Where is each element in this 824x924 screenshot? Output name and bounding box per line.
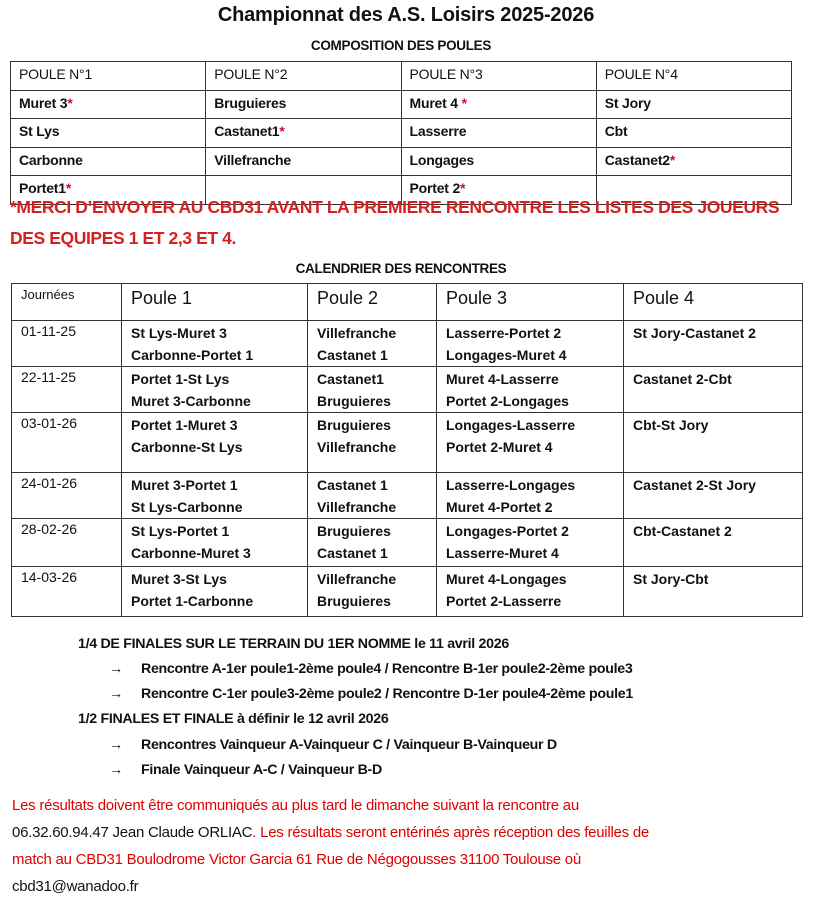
poule2-matches xyxy=(308,413,437,473)
poules-row xyxy=(11,147,792,176)
calendar-row xyxy=(12,367,803,413)
team-cell xyxy=(596,90,791,119)
poule-column-header: Poule 1 xyxy=(122,284,308,321)
team-cell xyxy=(401,147,596,176)
poule-column-header: Poule 2 xyxy=(308,284,437,321)
team-cell xyxy=(596,119,791,148)
match: Castanet 2-Cbt xyxy=(633,371,732,387)
match: Muret 3-Portet 1 xyxy=(131,477,238,493)
match: Muret 3-Carbonne xyxy=(131,392,251,409)
page-title: Championnat des A.S. Loisirs 2025-2026 xyxy=(217,4,595,26)
team-cell xyxy=(206,119,401,148)
team-cell xyxy=(11,119,206,148)
match: Castanet 1 xyxy=(317,346,388,363)
arrow-right-icon: → xyxy=(109,762,123,778)
poule-header: POULE N°4 xyxy=(596,62,791,91)
match: Bruguieres xyxy=(317,523,391,539)
journees-header: Journées xyxy=(12,284,122,321)
required-list-marker: * xyxy=(67,94,73,111)
match: Villefranche xyxy=(317,438,397,455)
calendar-row xyxy=(12,567,803,617)
match: Longages-Muret 4 xyxy=(446,346,567,363)
team-name: St Jory xyxy=(604,94,651,111)
poule-header: POULE N°2 xyxy=(206,62,401,91)
team-cell xyxy=(401,90,596,119)
match: Castanet 2-St Jory xyxy=(633,477,756,493)
arrow-right-icon: → xyxy=(109,737,123,753)
team-name: Cbt xyxy=(604,123,628,139)
poule3-matches xyxy=(437,473,624,519)
composition-heading: COMPOSITION DES POULES xyxy=(310,38,492,53)
quarter-final-text: Rencontre C-1er poule3-2ème poule2 / Rencontre D-1er poule4-2ème poule1 xyxy=(141,686,633,702)
match: Portet 1-Muret 3 xyxy=(131,417,238,433)
match: Lasserre-Muret 4 xyxy=(446,544,559,561)
team-cell xyxy=(11,147,206,176)
poules-row xyxy=(11,119,792,148)
contact-phone: 06.32.60.94.47 xyxy=(12,824,109,841)
match: Portet 2-Longages xyxy=(446,392,569,409)
match: Muret 4-Lasserre xyxy=(446,371,559,387)
date-text: 03-01-26 xyxy=(21,415,78,431)
match: Cbt-Castanet 2 xyxy=(633,523,732,539)
match: Bruguieres xyxy=(317,592,391,609)
poules-row xyxy=(11,90,792,119)
match-date xyxy=(12,473,122,519)
poule4-matches xyxy=(624,367,803,413)
match: Castanet 1 xyxy=(317,477,388,493)
final-item xyxy=(109,762,382,778)
date-text: 24-01-26 xyxy=(21,475,78,491)
semi-finals-heading: 1/2 FINALES ET FINALE à définir le 12 avril 2026 xyxy=(78,711,389,727)
team-cell xyxy=(596,147,791,176)
poule3-matches xyxy=(437,567,624,617)
team-name: Portet1 xyxy=(19,180,66,196)
required-list-marker: * xyxy=(279,123,285,139)
calendar-header-row xyxy=(12,284,803,321)
calendar-row xyxy=(12,519,803,567)
poules-header-row xyxy=(11,62,792,91)
match-date xyxy=(12,519,122,567)
match: Portet 1-Carbonne xyxy=(131,592,254,609)
quarter-finals-heading: 1/4 DE FINALES SUR LE TERRAIN DU 1ER NOMME le 11 avril 2026 xyxy=(78,636,509,652)
contact-email[interactable]: cbd31@wanadoo.fr xyxy=(12,878,139,895)
players-list-notice-line2: DES EQUIPES 1 ET 2,3 ET 4. xyxy=(10,228,236,248)
results-instruction-line2 xyxy=(12,824,649,841)
match: St Lys-Carbonne xyxy=(131,498,243,515)
match: Muret 4-Longages xyxy=(446,571,567,587)
match: Longages-Portet 2 xyxy=(446,523,569,539)
poule4-matches xyxy=(624,413,803,473)
poule2-matches xyxy=(308,367,437,413)
match-date xyxy=(12,367,122,413)
date-text: 14-03-26 xyxy=(21,569,78,585)
match: Muret 3-St Lys xyxy=(131,571,227,587)
match: Lasserre-Longages xyxy=(446,477,576,493)
required-list-marker: * xyxy=(65,180,72,196)
match: St Jory-Cbt xyxy=(633,571,709,587)
final-text: Finale Vainqueur A-C / Vainqueur B-D xyxy=(141,762,382,778)
poule1-matches xyxy=(122,473,308,519)
poule1-matches xyxy=(122,567,308,617)
date-text: 28-02-26 xyxy=(21,521,78,537)
poule3-matches xyxy=(437,519,624,567)
results-instruction-line1: Les résultats doivent être communiqués au plus tard le dimanche suivant la rencontre au xyxy=(12,797,579,814)
required-list-marker: * xyxy=(460,180,466,196)
team-name: Lasserre xyxy=(409,123,467,139)
match: Lasserre-Portet 2 xyxy=(446,325,562,341)
team-name: Castanet1 xyxy=(214,123,280,139)
match: Castanet 1 xyxy=(317,544,388,561)
team-cell xyxy=(11,90,206,119)
poule3-matches xyxy=(437,367,624,413)
poule1-matches xyxy=(122,367,308,413)
semi-final-text: Rencontres Vainqueur A-Vainqueur C / Vainqueur B-Vainqueur D xyxy=(141,737,557,753)
team-cell xyxy=(206,90,401,119)
quarter-final-item xyxy=(109,661,632,677)
team-name: Carbonne xyxy=(19,151,83,168)
poule2-matches xyxy=(308,519,437,567)
match: Carbonne-Portet 1 xyxy=(131,346,254,363)
match-date xyxy=(12,567,122,617)
results-address-line: match au CBD31 Boulodrome Victor Garcia 61 Rue de Négogousses 31100 Toulouse où xyxy=(12,851,581,868)
team-name: Villefranche xyxy=(214,151,291,168)
match: Carbonne-St Lys xyxy=(131,438,243,455)
match: St Jory-Castanet 2 xyxy=(633,325,756,341)
match-date xyxy=(12,321,122,367)
poule4-matches xyxy=(624,473,803,519)
poule2-matches xyxy=(308,567,437,617)
match: Villefranche xyxy=(317,325,397,341)
team-name: St Lys xyxy=(19,123,60,139)
match: Carbonne-Muret 3 xyxy=(131,544,251,561)
team-name: Castanet2 xyxy=(604,151,670,168)
team-name: Longages xyxy=(409,151,475,168)
match-date xyxy=(12,413,122,473)
match: Bruguieres xyxy=(317,392,391,409)
poule-column-header: Poule 4 xyxy=(624,284,803,321)
poule2-matches xyxy=(308,473,437,519)
match: Villefranche xyxy=(317,498,397,515)
poule1-matches xyxy=(122,321,308,367)
players-list-notice-line1: *MERCI D’ENVOYER AU CBD31 AVANT LA PREMIERE RENCONTRE LES LISTES DES JOUEURS xyxy=(10,197,780,217)
team-name: Portet 2 xyxy=(409,180,461,196)
poule-header: POULE N°1 xyxy=(11,62,206,91)
team-cell xyxy=(401,119,596,148)
team-name: Bruguieres xyxy=(214,94,287,111)
poule3-matches xyxy=(437,321,624,367)
required-list-marker: * xyxy=(461,94,467,111)
team-name: Muret 3 xyxy=(19,94,68,111)
poule-header: POULE N°3 xyxy=(401,62,596,91)
team-name: Muret 4 xyxy=(409,94,462,111)
arrow-right-icon: → xyxy=(109,686,123,702)
match: Muret 4-Portet 2 xyxy=(446,498,553,515)
semi-final-item xyxy=(109,737,557,753)
match: Longages-Lasserre xyxy=(446,417,576,433)
team-cell xyxy=(206,147,401,176)
quarter-final-text: Rencontre A-1er poule1-2ème poule4 / Rencontre B-1er poule2-2ème poule3 xyxy=(141,661,633,677)
calendar-heading: CALENDRIER DES RENCONTRES xyxy=(295,261,507,276)
calendar-row xyxy=(12,413,803,473)
poule2-matches xyxy=(308,321,437,367)
match: Portet 2-Lasserre xyxy=(446,592,562,609)
match: Bruguieres xyxy=(317,417,391,433)
arrow-right-icon: → xyxy=(109,661,123,677)
results-validation-text: . Les résultats seront entérinés après réception des feuilles de xyxy=(252,824,649,841)
quarter-final-item xyxy=(109,686,633,702)
poule4-matches xyxy=(624,321,803,367)
match: Portet 1-St Lys xyxy=(131,371,230,387)
poule1-matches xyxy=(122,413,308,473)
poules-table xyxy=(10,61,792,205)
poule3-matches xyxy=(437,413,624,473)
match: Cbt-St Jory xyxy=(633,417,709,433)
poule-column-header: Poule 3 xyxy=(437,284,624,321)
poule4-matches xyxy=(624,519,803,567)
calendar-row xyxy=(12,321,803,367)
date-text: 01-11-25 xyxy=(21,323,77,339)
match: St Lys-Muret 3 xyxy=(131,325,227,341)
match: St Lys-Portet 1 xyxy=(131,523,230,539)
calendar-row xyxy=(12,473,803,519)
date-text: 22-11-25 xyxy=(21,369,77,385)
poule4-matches xyxy=(624,567,803,617)
calendar-table xyxy=(11,283,803,617)
match: Portet 2-Muret 4 xyxy=(446,438,553,455)
match: Villefranche xyxy=(317,571,397,587)
match: Castanet1 xyxy=(317,371,384,387)
contact-name: Jean Claude ORLIAC xyxy=(108,824,253,841)
poule1-matches xyxy=(122,519,308,567)
required-list-marker: * xyxy=(669,151,676,168)
